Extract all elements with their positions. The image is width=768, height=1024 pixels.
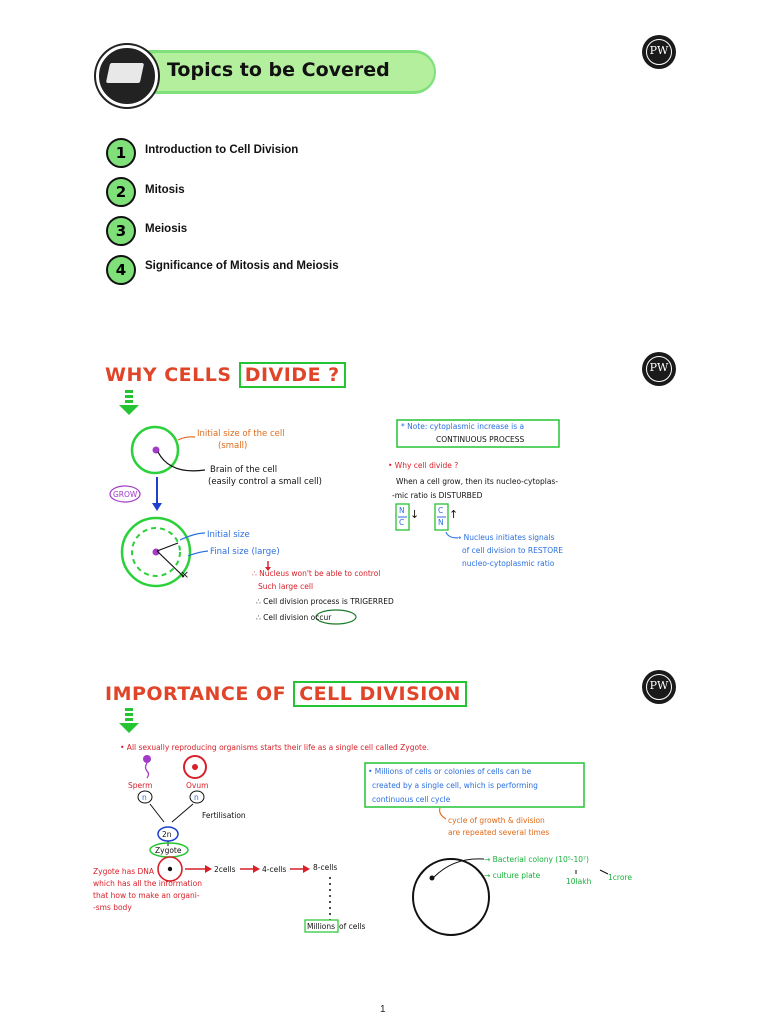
- of-cells-label: of cells: [339, 922, 366, 931]
- up-arrow-icon: ↑: [449, 508, 459, 521]
- note-line-1: * Note: cytoplasmic increase is a: [401, 422, 525, 431]
- pw-logo-icon: PW: [642, 670, 676, 704]
- crore-label: 1crore: [608, 873, 632, 882]
- ratio-1-denominator: C: [399, 518, 405, 527]
- slide3-title-boxed: CELL DIVISION: [293, 681, 467, 707]
- page-number: 1: [380, 1004, 386, 1015]
- process-note: ∴ Cell division process is TRIGERRED: [256, 597, 394, 606]
- grow-label: GROW: [113, 490, 138, 499]
- topic-number-3: 3: [106, 216, 136, 246]
- fertilisation-label: Fertilisation: [202, 811, 246, 820]
- all-sexual-line: • All sexually reproducing organisms starts their life as a single cell called Zygote.: [120, 743, 429, 752]
- book-icon: [106, 63, 144, 83]
- importance-diagram: [0, 700, 768, 960]
- culture-plate-circle: [413, 859, 489, 935]
- nucleus-note-1: ∴ Nucleus won't be able to control: [252, 569, 381, 578]
- signal-line-1: → Nucleus initiates signals: [455, 533, 555, 542]
- ratio-2-denominator: N: [438, 518, 444, 527]
- sperm-n-label: n: [142, 793, 147, 802]
- signal-line-3: nucleo-cytoplasmic ratio: [462, 559, 555, 568]
- culture-plate-label: → culture plate: [484, 871, 541, 880]
- slide2-title-boxed: DIVIDE ?: [239, 362, 346, 388]
- down-arrow-icon: ↓: [410, 508, 420, 521]
- topic-number-1: 1: [106, 138, 136, 168]
- ratio-1-numerator: N: [399, 506, 405, 515]
- slide3-title-prefix: IMPORTANCE OF: [105, 683, 287, 705]
- brain-label: Brain of the cell: [210, 465, 278, 475]
- millions-label: Millions: [307, 922, 336, 931]
- initial-size-label: Initial size: [207, 530, 250, 540]
- topic-label-1: Introduction to Cell Division: [145, 144, 299, 156]
- topic-number-2: 2: [106, 177, 136, 207]
- sperm-label: Sperm: [128, 781, 153, 790]
- initial-size-cell-label: Initial size of the cell: [197, 429, 285, 439]
- cells-8-label: 8-cells: [313, 863, 338, 872]
- zygote-note-3: that how to make an organi-: [93, 891, 200, 900]
- topic-label-4: Significance of Mitosis and Meiosis: [145, 260, 339, 272]
- cycle-line-1: cycle of growth & division: [448, 816, 545, 825]
- bacterial-colony-label: → Bacterial colony (10⁵-10⁷): [484, 855, 589, 864]
- ovum-label: Ovum: [186, 781, 209, 790]
- why-label: • Why cell divide ?: [388, 461, 459, 470]
- cells-2-label: 2cells: [214, 865, 236, 874]
- zygote-label: Zygote: [155, 846, 182, 855]
- zygote-note-2: which has all the information: [93, 879, 202, 888]
- note-line-2: CONTINUOUS PROCESS: [436, 435, 525, 444]
- ratio-2-numerator: C: [438, 506, 444, 515]
- ovum-n-label: n: [194, 793, 199, 802]
- info-line-1: • Millions of cells or colonies of cells can be: [368, 767, 532, 776]
- signal-line-2: of cell division to RESTORE: [462, 546, 564, 555]
- why-text-2: -mic ratio is DISTURBED: [392, 491, 483, 500]
- brain-sub: (easily control a small cell): [208, 477, 322, 487]
- why-text-1: When a cell grow, then its nucleo-cytoplas-: [396, 477, 559, 486]
- page-title: Topics to be Covered: [167, 59, 390, 81]
- nucleus-note-2: Such large cell: [258, 582, 314, 591]
- topic-label-2: Mitosis: [145, 184, 185, 196]
- topic-number-4: 4: [106, 255, 136, 285]
- lakh-label: 10lakh: [566, 877, 592, 886]
- cycle-line-2: are repeated several times: [448, 828, 550, 837]
- pw-logo-icon: PW: [642, 352, 676, 386]
- topic-label-3: Meiosis: [145, 223, 188, 235]
- info-line-2: created by a single cell, which is performing: [372, 781, 538, 790]
- final-size-label: Final size (large): [210, 547, 280, 557]
- slide2-title-prefix: WHY CELLS: [105, 364, 232, 386]
- pw-logo-icon: PW: [642, 35, 676, 69]
- initial-size-cell-sub: (small): [218, 441, 248, 451]
- down-arrow-icon: [119, 390, 139, 415]
- info-line-3: continuous cell cycle: [372, 795, 451, 804]
- down-arrow-icon: [119, 708, 139, 733]
- zygote-note-4: -sms body: [93, 903, 132, 912]
- occur-note: ∴ Cell division occur: [256, 613, 332, 622]
- x-mark: ×: [180, 568, 190, 581]
- two-n-label: 2n: [162, 830, 172, 839]
- cells-4-label: 4-cells: [262, 865, 287, 874]
- zygote-note-1: Zygote has DNA: [93, 867, 155, 876]
- sperm-cell: [143, 755, 151, 763]
